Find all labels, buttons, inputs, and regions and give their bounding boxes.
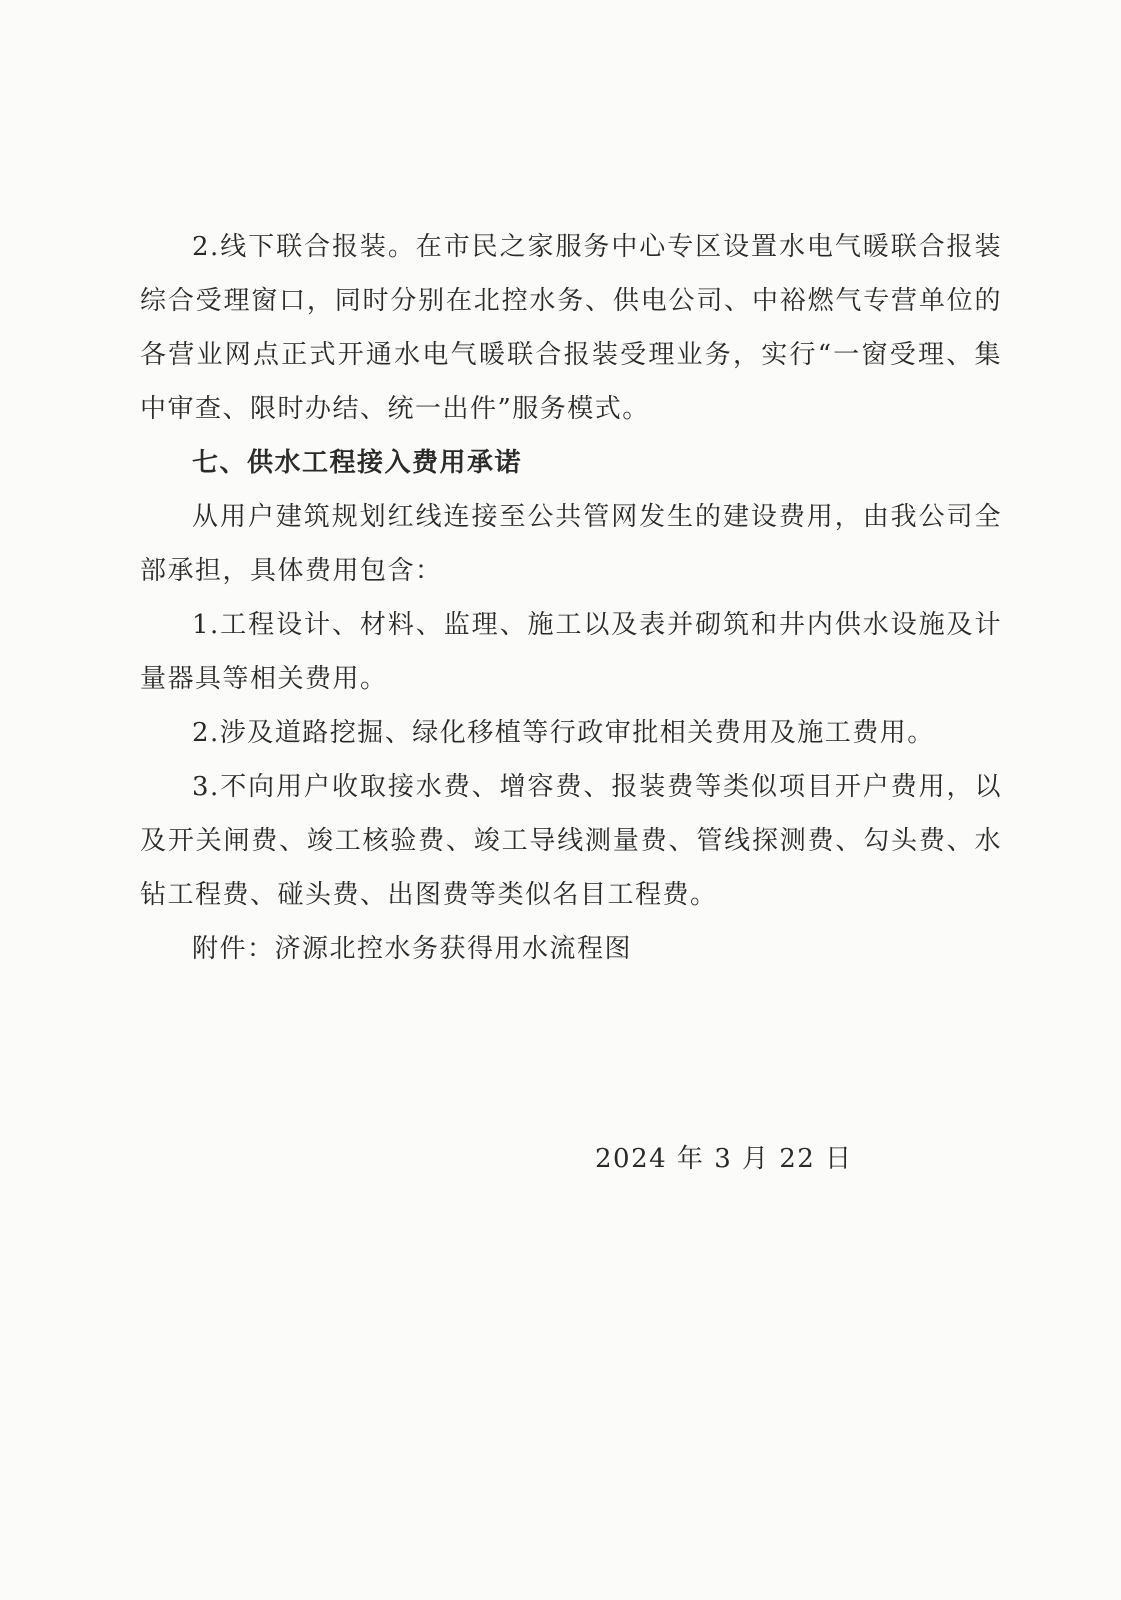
list-item-3: 3.不向用户收取接水费、增容费、报装费等类似项目开户费用，以及开关闸费、竣工核验费、竣工导线测量费、管线探测费、勾头费、水钻工程费、碰头费、出图费等类似名目工程费。 (140, 772, 1002, 910)
paragraph-cost-intro: 从用户建筑规划红线连接至公共管网发生的建设费用，由我公司全部承担，具体费用包含： (140, 502, 1002, 586)
attachment-line: 附件：济源北控水务获得用水流程图 (192, 934, 633, 964)
paragraph-offline-joint-application: 2.线下联合报装。在市民之家服务中心专区设置水电气暖联合报装综合受理窗口，同时分别在北控水务、供电公司、中裕燃气专营单位的各营业网点正式开通水电气暖联合报装受理业务，实行“一窗受理、集中审查、限时办结、统一出件”服务模式。 (140, 232, 1002, 424)
section-heading: 七、供水工程接入费用承诺 (192, 448, 523, 478)
list-item-1: 1.工程设计、材料、监理、施工以及表并砌筑和井内供水设施及计量器具等相关费用。 (140, 610, 1002, 694)
document-date: 2024 年 3 月 22 日 (595, 1144, 853, 1174)
list-item-2: 2.涉及道路挖掘、绿化移植等行政审批相关费用及施工费用。 (192, 718, 935, 748)
